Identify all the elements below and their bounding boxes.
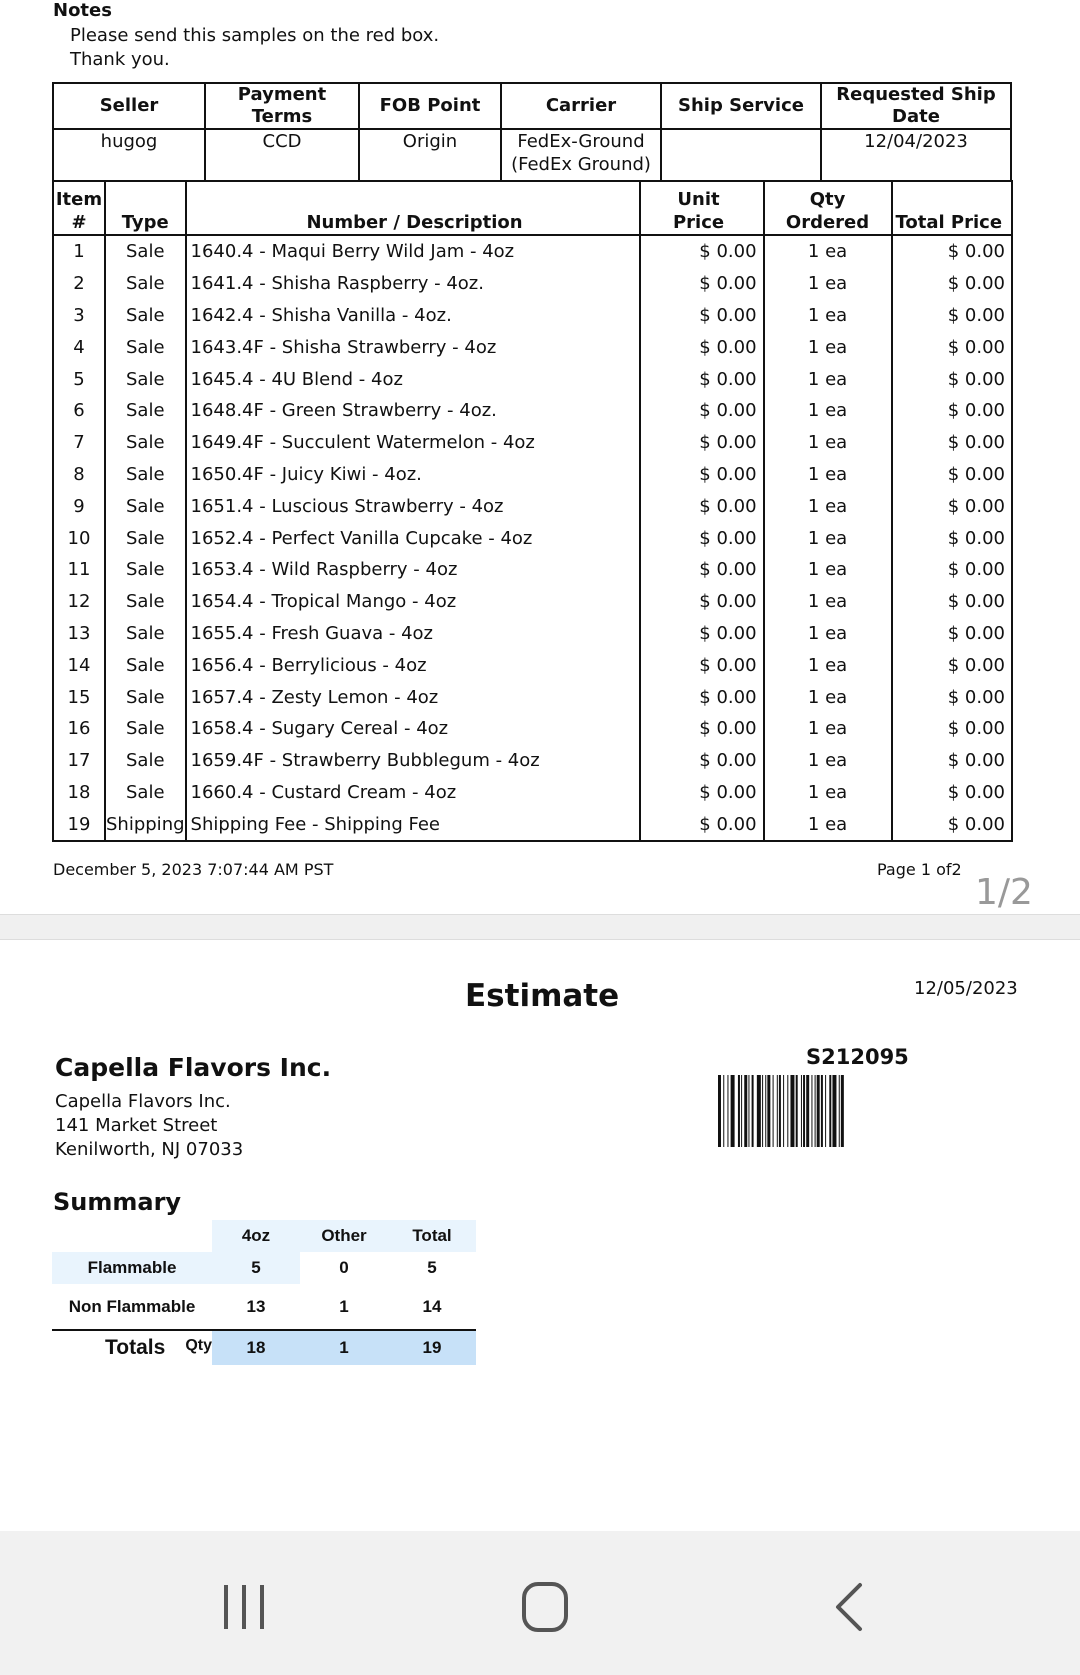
item-total-price: $ 0.00 [892, 268, 1012, 300]
barcode-bar [767, 1075, 770, 1147]
seller-value: hugog [53, 129, 205, 181]
item-description: 1651.4 - Luscious Strawberry - 4oz [186, 490, 640, 522]
summary-col-other: Other [300, 1220, 388, 1252]
item-number: 7 [53, 427, 105, 459]
summary-row-label: Non Flammable [68, 1296, 196, 1316]
item-type: Sale [105, 268, 186, 300]
address-line: 141 Market Street [55, 1115, 218, 1136]
header-qty-line: Ordered [785, 212, 870, 233]
address-line: Kenilworth, NJ 07033 [55, 1139, 244, 1160]
item-description: 1642.4 - Shisha Vanilla - 4oz. [186, 300, 640, 332]
barcode-bar [832, 1075, 836, 1147]
item-number: 4 [53, 331, 105, 363]
barcode-bar [829, 1075, 831, 1147]
barcode-icon [718, 1075, 980, 1147]
header-type: Type [105, 181, 186, 235]
item-number: 10 [53, 522, 105, 554]
item-description: 1640.4 - Maqui Berry Wild Jam - 4oz [186, 235, 640, 268]
item-qty: 1 ea [764, 235, 892, 268]
payment-terms-value: CCD [205, 129, 359, 181]
barcode-bar [762, 1075, 763, 1147]
item-unit-price: $ 0.00 [640, 649, 764, 681]
item-total-price: $ 0.00 [892, 713, 1012, 745]
item-unit-price: $ 0.00 [640, 777, 764, 809]
item-qty: 1 ea [764, 554, 892, 586]
barcode-bar [821, 1075, 823, 1147]
item-unit-price: $ 0.00 [640, 363, 764, 395]
summary-col-total: Total [388, 1220, 476, 1252]
item-unit-price: $ 0.00 [640, 522, 764, 554]
item-total-price: $ 0.00 [892, 681, 1012, 713]
requested-ship-date-value: 12/04/2023 [821, 129, 1011, 181]
barcode-bar [723, 1075, 724, 1147]
table-row [53, 808, 1012, 841]
barcode-bar [752, 1075, 754, 1147]
barcode-bar [811, 1075, 812, 1147]
item-description: 1643.4F - Shisha Strawberry - 4oz [186, 331, 640, 363]
company-name: Capella Flavors Inc. [55, 1053, 332, 1082]
barcode-bar [825, 1075, 826, 1147]
item-number: 15 [53, 681, 105, 713]
item-number: 19 [53, 808, 105, 841]
summary-cell: 0 [339, 1258, 349, 1277]
item-type: Sale [105, 681, 186, 713]
table-row [53, 300, 1012, 332]
item-type: Sale [105, 459, 186, 491]
summary-total-cell: 18 [212, 1330, 300, 1365]
item-qty: 1 ea [764, 649, 892, 681]
item-type: Sale [105, 649, 186, 681]
item-unit-price: $ 0.00 [640, 745, 764, 777]
item-unit-price: $ 0.00 [640, 490, 764, 522]
barcode-bar [801, 1075, 802, 1147]
document-title: Estimate [465, 978, 620, 1014]
item-total-price: $ 0.00 [892, 649, 1012, 681]
item-unit-price: $ 0.00 [640, 808, 764, 841]
print-timestamp: December 5, 2023 7:07:44 AM PST [53, 860, 334, 879]
barcode-bar [748, 1075, 749, 1147]
summary-title: Summary [53, 1188, 182, 1216]
summary-table [52, 1220, 476, 1365]
item-qty: 1 ea [764, 745, 892, 777]
recents-icon[interactable] [222, 1583, 266, 1631]
item-qty: 1 ea [764, 522, 892, 554]
item-unit-price: $ 0.00 [640, 586, 764, 618]
item-number: 17 [53, 745, 105, 777]
item-number: 2 [53, 268, 105, 300]
item-type: Sale [105, 395, 186, 427]
barcode-bar [757, 1075, 761, 1147]
item-description: 1656.4 - Berrylicious - 4oz [186, 649, 640, 681]
table-row [53, 331, 1012, 363]
header-unit-line: Unit [677, 189, 720, 210]
item-description: 1657.4 - Zesty Lemon - 4oz [186, 681, 640, 713]
item-number: 18 [53, 777, 105, 809]
header-seller: Seller [53, 83, 205, 129]
table-row [53, 363, 1012, 395]
item-total-price: $ 0.00 [892, 427, 1012, 459]
item-total-price: $ 0.00 [892, 490, 1012, 522]
navigation-bar [0, 1531, 1080, 1675]
barcode-bar [773, 1075, 774, 1147]
summary-cell: 1 [339, 1296, 349, 1316]
item-total-price: $ 0.00 [892, 395, 1012, 427]
item-qty: 1 ea [764, 618, 892, 650]
item-qty: 1 ea [764, 713, 892, 745]
item-type: Sale [105, 363, 186, 395]
item-description: Shipping Fee - Shipping Fee [186, 808, 640, 841]
item-description: 1658.4 - Sugary Cereal - 4oz [186, 713, 640, 745]
totals-label: Totals [105, 1336, 166, 1359]
header-item-number [53, 181, 105, 235]
header-qty-line: Qty [809, 189, 846, 210]
item-description: 1649.4F - Succulent Watermelon - 4oz [186, 427, 640, 459]
summary-totals-label [52, 1330, 212, 1365]
item-total-price: $ 0.00 [892, 300, 1012, 332]
item-type: Sale [105, 618, 186, 650]
table-row [53, 713, 1012, 745]
item-description: 1654.4 - Tropical Mango - 4oz [186, 586, 640, 618]
item-number: 12 [53, 586, 105, 618]
item-qty: 1 ea [764, 808, 892, 841]
barcode-bar [787, 1075, 788, 1147]
summary-row-label: Flammable [52, 1252, 212, 1284]
table-row [53, 522, 1012, 554]
barcode-bar [731, 1075, 735, 1147]
item-unit-price: $ 0.00 [640, 300, 764, 332]
item-qty: 1 ea [764, 363, 892, 395]
table-row [53, 268, 1012, 300]
barcode-bar [738, 1075, 740, 1147]
notes-title: Notes [53, 0, 112, 21]
item-type: Sale [105, 745, 186, 777]
item-type: Sale [105, 427, 186, 459]
item-unit-price: $ 0.00 [640, 681, 764, 713]
item-total-price: $ 0.00 [892, 554, 1012, 586]
table-row [53, 681, 1012, 713]
carrier-line: (FedEx Ground) [511, 154, 651, 175]
item-description: 1641.4 - Shisha Raspberry - 4oz. [186, 268, 640, 300]
header-ship-service: Ship Service [661, 83, 821, 129]
item-qty: 1 ea [764, 586, 892, 618]
qty-label: Qty [185, 1337, 212, 1354]
barcode-bar [815, 1075, 816, 1147]
address-line: Capella Flavors Inc. [55, 1091, 231, 1112]
ship-service-value [661, 129, 821, 181]
item-description: 1655.4 - Fresh Guava - 4oz [186, 618, 640, 650]
table-row [53, 777, 1012, 809]
item-unit-price: $ 0.00 [640, 331, 764, 363]
item-total-price: $ 0.00 [892, 522, 1012, 554]
items-body [53, 235, 1012, 841]
item-number: 14 [53, 649, 105, 681]
barcode-bar [839, 1075, 840, 1147]
table-row [53, 745, 1012, 777]
table-row [53, 554, 1012, 586]
barcode-bar [741, 1075, 742, 1147]
barcode-bar [817, 1075, 820, 1147]
item-description: 1645.4 - 4U Blend - 4oz [186, 363, 640, 395]
table-row [53, 490, 1012, 522]
summary-cell: 14 [422, 1296, 442, 1316]
item-unit-price: $ 0.00 [640, 713, 764, 745]
item-type: Sale [105, 522, 186, 554]
table-row [53, 586, 1012, 618]
barcode-bar [777, 1075, 778, 1147]
item-qty: 1 ea [764, 777, 892, 809]
header-carrier: Carrier [501, 83, 661, 129]
item-qty: 1 ea [764, 300, 892, 332]
barcode-bar [803, 1075, 805, 1147]
item-description: 1660.4 - Custard Cream - 4oz [186, 777, 640, 809]
item-type: Sale [105, 300, 186, 332]
item-type: Sale [105, 490, 186, 522]
item-number: 16 [53, 713, 105, 745]
header-item-line: # [71, 212, 87, 233]
item-number: 11 [53, 554, 105, 586]
summary-col-4oz: 4oz [212, 1220, 300, 1252]
item-type: Sale [105, 554, 186, 586]
item-number: 13 [53, 618, 105, 650]
barcode-bar [718, 1075, 721, 1147]
barcode-bar [841, 1075, 844, 1147]
barcode-bar [806, 1075, 809, 1147]
barcode-bar [744, 1075, 747, 1147]
estimate-date: 12/05/2023 [914, 978, 1018, 999]
page-separator [0, 914, 1080, 940]
table-row [53, 459, 1012, 491]
table-row [53, 427, 1012, 459]
item-number: 6 [53, 395, 105, 427]
barcode-bar [796, 1075, 798, 1147]
item-type: Sale [105, 586, 186, 618]
header-unit-line: Price [672, 212, 725, 233]
header-requested-ship-date: Requested Ship Date [821, 83, 1011, 129]
item-total-price: $ 0.00 [892, 235, 1012, 268]
item-unit-price: $ 0.00 [640, 459, 764, 491]
back-icon[interactable] [832, 1581, 866, 1633]
item-type: Sale [105, 713, 186, 745]
item-description: 1652.4 - Perfect Vanilla Cupcake - 4oz [186, 522, 640, 554]
estimate-number: S212095 [806, 1045, 909, 1069]
item-total-price: $ 0.00 [892, 618, 1012, 650]
item-number: 3 [53, 300, 105, 332]
carrier-value [501, 129, 661, 181]
item-total-price: $ 0.00 [892, 459, 1012, 491]
item-description: 1648.4F - Green Strawberry - 4oz. [186, 395, 640, 427]
header-total-price: Total Price [892, 181, 1012, 235]
item-total-price: $ 0.00 [892, 808, 1012, 841]
header-item-line: Item [55, 189, 103, 210]
item-qty: 1 ea [764, 459, 892, 491]
item-total-price: $ 0.00 [892, 777, 1012, 809]
item-total-price: $ 0.00 [892, 586, 1012, 618]
table-row [53, 395, 1012, 427]
item-unit-price: $ 0.00 [640, 618, 764, 650]
item-qty: 1 ea [764, 681, 892, 713]
fob-point-value: Origin [359, 129, 501, 181]
header-description: Number / Description [186, 181, 640, 235]
item-unit-price: $ 0.00 [640, 235, 764, 268]
item-qty: 1 ea [764, 331, 892, 363]
item-description: 1659.4F - Strawberry Bubblegum - 4oz [186, 745, 640, 777]
item-total-price: $ 0.00 [892, 745, 1012, 777]
summary-cell: 5 [427, 1258, 437, 1277]
header-qty-ordered [764, 181, 892, 235]
summary-total-cell: 1 [300, 1330, 388, 1365]
notes-line: Please send this samples on the red box. [70, 25, 440, 46]
item-number: 5 [53, 363, 105, 395]
notes-line: Thank you. [70, 49, 170, 70]
item-number: 8 [53, 459, 105, 491]
header-unit-price [640, 181, 764, 235]
item-total-price: $ 0.00 [892, 363, 1012, 395]
item-qty: 1 ea [764, 395, 892, 427]
item-unit-price: $ 0.00 [640, 268, 764, 300]
table-row [53, 649, 1012, 681]
item-unit-price: $ 0.00 [640, 395, 764, 427]
page-indicator: 1/2 [975, 872, 1033, 913]
item-type: Sale [105, 235, 186, 268]
barcode-bar [779, 1075, 781, 1147]
item-type: Sale [105, 777, 186, 809]
item-number: 1 [53, 235, 105, 268]
item-qty: 1 ea [764, 427, 892, 459]
item-description: 1653.4 - Wild Raspberry - 4oz [186, 554, 640, 586]
summary-cell: 13 [246, 1296, 266, 1316]
shipping-table [52, 82, 1012, 182]
item-unit-price: $ 0.00 [640, 554, 764, 586]
item-type: Sale [105, 331, 186, 363]
barcode-bar [790, 1075, 794, 1147]
barcode-bar [727, 1075, 728, 1147]
item-total-price: $ 0.00 [892, 331, 1012, 363]
table-row [53, 235, 1012, 268]
home-icon[interactable] [521, 1581, 569, 1633]
header-payment-terms: Payment Terms [205, 83, 359, 129]
summary-cell: 5 [212, 1252, 300, 1284]
carrier-line: FedEx-Ground [517, 131, 645, 152]
barcode-bar [765, 1075, 766, 1147]
item-unit-price: $ 0.00 [640, 427, 764, 459]
item-description: 1650.4F - Juicy Kiwi - 4oz. [186, 459, 640, 491]
header-fob-point: FOB Point [359, 83, 501, 129]
summary-total-cell: 19 [388, 1330, 476, 1365]
summary-corner [52, 1220, 212, 1252]
items-table [52, 180, 1013, 842]
item-qty: 1 ea [764, 268, 892, 300]
page-number: Page 1 of2 [877, 860, 962, 879]
item-number: 9 [53, 490, 105, 522]
item-qty: 1 ea [764, 490, 892, 522]
barcode-bar [783, 1075, 784, 1147]
table-row [53, 618, 1012, 650]
item-type: Shipping [105, 808, 186, 841]
